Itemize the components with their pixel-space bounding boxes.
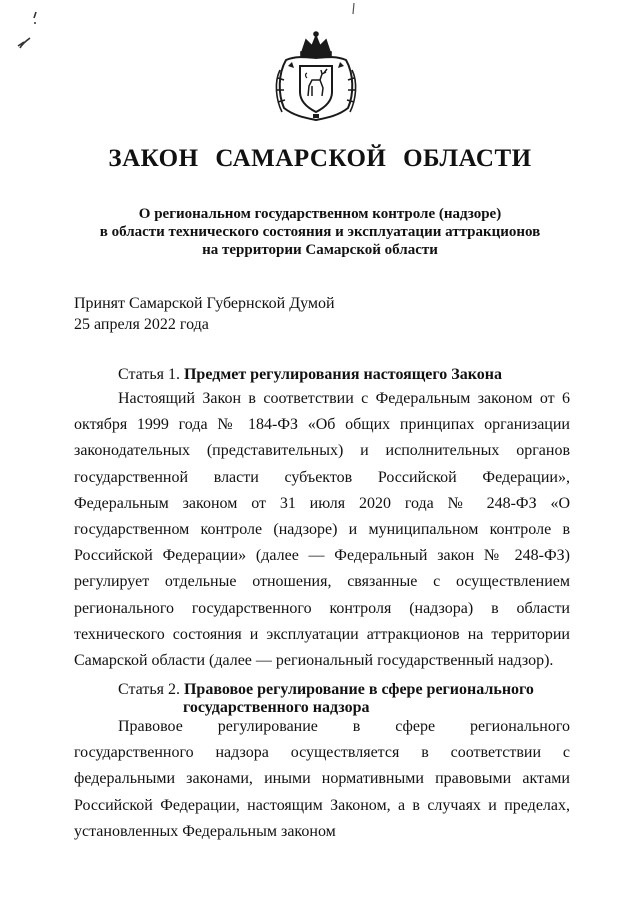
scan-mark-icon — [14, 8, 44, 52]
article-1-heading — [118, 366, 502, 384]
samara-coat-of-arms-icon — [272, 30, 360, 122]
article-1-text: Настоящий Закон в соответствии с Федеральным законом от 6 октября 1999 года № 184-ФЗ «Об общих принципах организации законодательных (представительных) и исполнительных органов государственной власти субъектов Российской Федерации», Федеральным законом от 31 июля 2020 года № 248-ФЗ «О государственном контроле (надзоре) и муниципальном контроле в Российской Федерации» (далее — Федеральный закон № 248-ФЗ) регулирует отдельные отношения, связанные с осуществлением регионального государственного контроля (надзора) в области технического состояния и эксплуатации аттракционов на территории Самарской области (далее — региональный государственный надзор). — [74, 390, 570, 670]
article-2-title-line1: Правовое регулирование в сфере регионального — [183, 681, 534, 698]
adoption-body: Принят Самарской Губернской Думой — [74, 295, 335, 312]
article-1-label: Статья 1. — [118, 366, 180, 383]
adoption-date: 25 апреля 2022 года — [74, 316, 209, 333]
article-2-text: Правовое регулирование в сфере регионального государственного надзора осуществляется в соответствии с федеральными законами, иными нормативными правовыми актами Российской Федерации, настоящим Законом, а в случаях и пределах, установленных Федеральным законом — [74, 718, 570, 840]
article-2-title-line2: государственного надзора — [183, 699, 370, 716]
law-subtitle — [60, 205, 580, 259]
subtitle-line: в области технического состояния и эксплуатации аттракционов — [99, 224, 541, 240]
subtitle-line: О региональном государственном контроле (надзоре) — [138, 206, 502, 222]
article-2-heading — [118, 681, 534, 717]
article-2-label: Статья 2. — [118, 681, 180, 698]
subtitle-line: на территории Самарской области — [202, 242, 438, 258]
adoption-note — [74, 293, 335, 335]
scan-tick-icon — [350, 2, 358, 16]
article-1-title: Предмет регулирования настоящего Закона — [183, 366, 502, 383]
law-title: ЗАКОН САМАРСКОЙ ОБЛАСТИ — [108, 145, 532, 172]
